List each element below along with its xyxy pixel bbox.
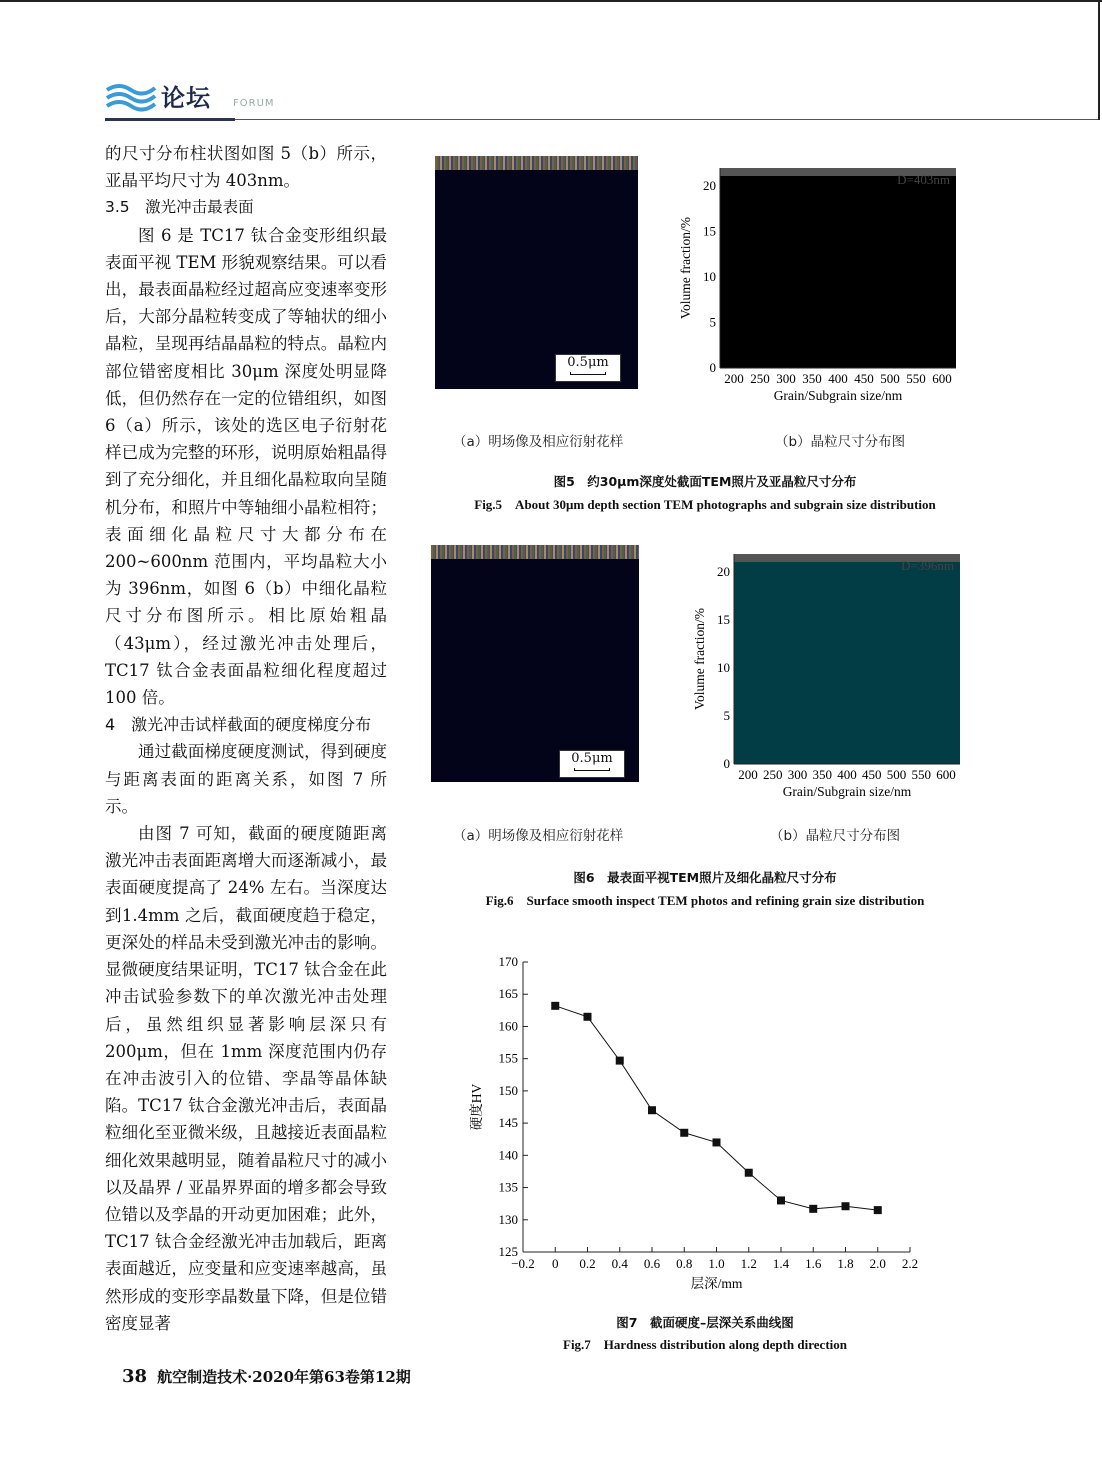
- scale-label: 0.5μm: [567, 355, 609, 370]
- y-tick-label: 170: [498, 954, 518, 969]
- forum-label: FORUM: [233, 98, 275, 109]
- y-tick-label: 20: [717, 564, 730, 579]
- x-tick-label: 250: [763, 767, 783, 782]
- data-point: [777, 1196, 785, 1204]
- annotation-label: D=396nm: [901, 558, 954, 573]
- body-column: [105, 140, 387, 1337]
- header-rule: [105, 118, 235, 121]
- x-tick-label: 550: [906, 371, 926, 386]
- x-tick-label: 600: [932, 371, 952, 386]
- y-tick-label: 0: [723, 756, 730, 771]
- y-tick-label: 140: [498, 1147, 518, 1163]
- figure-caption-en: Fig.6 Surface smooth inspect TEM photos and refining grain size distribution: [485, 893, 925, 908]
- x-tick-label: 0.8: [676, 1256, 693, 1271]
- header: [105, 76, 1005, 122]
- y-tick-label: 20: [703, 178, 716, 193]
- y-tick-label: 130: [498, 1211, 518, 1227]
- footer: [122, 1366, 411, 1387]
- x-axis-label: Grain/Subgrain size/nm: [773, 388, 903, 403]
- x-tick-label: 0.2: [579, 1256, 596, 1271]
- right-rule: [1098, 0, 1100, 120]
- scale-bar: [559, 750, 625, 778]
- y-tick-label: 165: [498, 986, 518, 1002]
- data-point: [648, 1106, 656, 1114]
- page-number: 38: [122, 1366, 148, 1387]
- y-axis-label: Volume fraction/%: [678, 216, 693, 320]
- data-point: [874, 1206, 882, 1214]
- x-tick-label: 400: [837, 767, 857, 782]
- x-tick-label: 0.6: [643, 1256, 661, 1271]
- data-point: [551, 1002, 559, 1010]
- data-point: [680, 1129, 688, 1137]
- subcaption-a: （a）明场像及相应衍射花样: [453, 434, 624, 450]
- y-tick-label: 15: [717, 612, 730, 627]
- tem-image-fig6: [431, 545, 639, 782]
- histogram-fill: [734, 554, 960, 764]
- y-tick-label: 150: [498, 1082, 518, 1098]
- y-tick-label: 160: [498, 1018, 518, 1034]
- y-tick-label: 10: [717, 660, 730, 675]
- paragraph: 的尺寸分布柱状图如图 5（b）所示，亚晶平均尺寸为 403nm。: [105, 144, 387, 191]
- x-tick-label: 1.2: [740, 1256, 757, 1271]
- scale-bar-line: [574, 768, 610, 771]
- tem-image-fig5: [435, 156, 638, 389]
- x-tick-label: 1.4: [772, 1256, 790, 1271]
- scale-bar: [555, 354, 621, 382]
- scale-label: 0.5μm: [571, 751, 613, 766]
- y-tick-label: 135: [498, 1179, 518, 1195]
- subcaption-b: （b）晶粒尺寸分布图: [770, 828, 901, 844]
- annotation-label: D=403nm: [897, 172, 950, 187]
- x-axis-label: 层深/mm: [690, 1276, 743, 1291]
- y-tick-label: 0: [709, 360, 716, 375]
- x-tick-label: 1.8: [837, 1256, 854, 1271]
- scale-bar-line: [570, 372, 606, 375]
- image-texture: [431, 545, 639, 559]
- x-tick-label: 2.2: [901, 1256, 919, 1271]
- x-tick-label: 1.6: [805, 1256, 822, 1271]
- data-point: [842, 1202, 850, 1210]
- y-axis-label: 硬度HV: [469, 1083, 484, 1131]
- y-tick-label: 5: [709, 314, 716, 330]
- y-tick-label: 15: [703, 223, 716, 239]
- x-tick-label: 500: [886, 767, 907, 782]
- x-tick-label: 400: [828, 371, 848, 386]
- data-point: [809, 1205, 817, 1213]
- data-point: [713, 1138, 721, 1146]
- header-rule-thin: [235, 119, 1098, 120]
- x-tick-label: 2.0: [869, 1256, 886, 1271]
- x-tick-label: 200: [724, 371, 744, 386]
- x-tick-label: 550: [911, 767, 931, 782]
- data-point: [616, 1057, 624, 1065]
- x-tick-label: 450: [854, 371, 874, 386]
- x-tick-label: 0: [552, 1256, 559, 1271]
- hardness-chart: [468, 948, 928, 1298]
- data-point: [584, 1013, 592, 1021]
- x-tick-label: 0.4: [611, 1256, 628, 1271]
- y-tick-label: 125: [498, 1244, 518, 1259]
- y-axis-label: Volume fraction/%: [692, 607, 707, 711]
- x-axis-label: Grain/Subgrain size/nm: [782, 784, 912, 799]
- logo-waves-icon: [105, 80, 157, 112]
- histogram-fig5: [670, 160, 970, 408]
- x-tick-label: 300: [776, 371, 796, 386]
- histogram-fill: [720, 168, 956, 368]
- subcaption-b: （b）晶粒尺寸分布图: [775, 434, 906, 450]
- paragraph: 由图 7 可知，截面的硬度随距离激光冲击表面距离增大而逐渐减小，最表面硬度提高了 24% 左右。当深度达到1.4mm 之后，截面硬度趋于稳定，更深处的样品未受到激光冲击的影响。显微硬度结果证明，TC17 钛合金在此冲击试验参数下的单次激光冲击处理后，虽然组织显著影响层深只有 200μm，但在 1mm 深度范围内仍存在冲击波引入的位错、孪晶等晶体缺陷。TC17 钛合金激光冲击后，表面晶粒细化至亚微米级，且越接近表面晶粒细化效果越明显，随着晶粒尺寸的减小以及晶界 / 亚晶界界面的增多都会导致位错以及孪晶的开动更加困难；此外，TC17 钛合金经激光冲击加载后，距离表面越近，应变量和应变速率越高，虽然形成的变形孪晶数量下降，但是位错密度显著: [105, 824, 387, 1333]
- y-tick-label: 10: [703, 269, 716, 284]
- y-tick-label: 5: [723, 708, 730, 723]
- x-tick-label: 350: [802, 371, 822, 386]
- paragraph: 图 6 是 TC17 钛合金变形组织最表面平视 TEM 形貌观察结果。可以看出，最表面晶粒经过超高应变速率变形后，大部分晶粒转变成了等轴状的细小晶粒，呈现再结晶晶粒的特点。晶粒内部位错密度相比 30μm 深度处明显降低，但仍然存在一定的位错组织，如图 6（a）所示，该处的选区电子衍射花样已成为完整的环形，说明原始粗晶得到了充分细化，并且细化晶粒取向呈随机分布，和照片中等轴细小晶粒相符；表面细化晶粒尺寸大都分布在 200~600nm 范围内，平均晶粒大小为 396nm，如图 6（b）中细化晶粒尺寸分布图所示。相比原始粗晶（43μm），经过激光冲击处理后，TC17 钛合金表面晶粒细化程度超过 100 倍。: [105, 225, 387, 708]
- x-tick-label: −0.2: [511, 1256, 535, 1271]
- logo-text: 论坛: [161, 83, 211, 112]
- y-tick-label: 145: [498, 1115, 518, 1131]
- y-tick-label: 155: [498, 1050, 518, 1066]
- figure-caption-en: Fig.5 About 30μm depth section TEM photographs and subgrain size distribution: [474, 497, 936, 512]
- x-tick-label: 600: [936, 767, 956, 782]
- journal-info: 航空制造技术·2020年第63卷第12期: [157, 1368, 411, 1386]
- figure-caption-zh: 图7 截面硬度–层深关系曲线图: [616, 1315, 794, 1330]
- figure-caption-zh: 图6 最表面平视TEM照片及细化晶粒尺寸分布: [573, 870, 837, 885]
- paragraph: 通过截面梯度硬度测试，得到硬度与距离表面的距离关系，如图 7 所示。: [105, 742, 387, 816]
- series-line: [555, 1006, 878, 1210]
- x-tick-label: 250: [750, 371, 770, 386]
- x-tick-label: 300: [787, 767, 808, 782]
- x-tick-label: 1.0: [708, 1256, 725, 1271]
- figure-caption-en: Fig.7 Hardness distribution along depth direction: [563, 1337, 847, 1352]
- x-tick-label: 350: [812, 767, 832, 782]
- section-heading-3-5: 3.5 激光冲击最表面: [105, 198, 254, 217]
- histogram-fig6: [680, 548, 976, 804]
- section-heading-4: 4 激光冲击试样截面的硬度梯度分布: [105, 715, 372, 735]
- figure-caption-zh: 图5 约30μm深度处截面TEM照片及亚晶粒尺寸分布: [553, 474, 857, 489]
- top-rule: [0, 0, 1102, 2]
- data-point: [745, 1169, 753, 1177]
- subcaption-a: （a）明场像及相应衍射花样: [453, 828, 624, 844]
- x-tick-label: 450: [862, 767, 882, 782]
- x-tick-label: 200: [738, 767, 758, 782]
- x-tick-label: 500: [880, 371, 900, 386]
- image-texture: [435, 156, 638, 170]
